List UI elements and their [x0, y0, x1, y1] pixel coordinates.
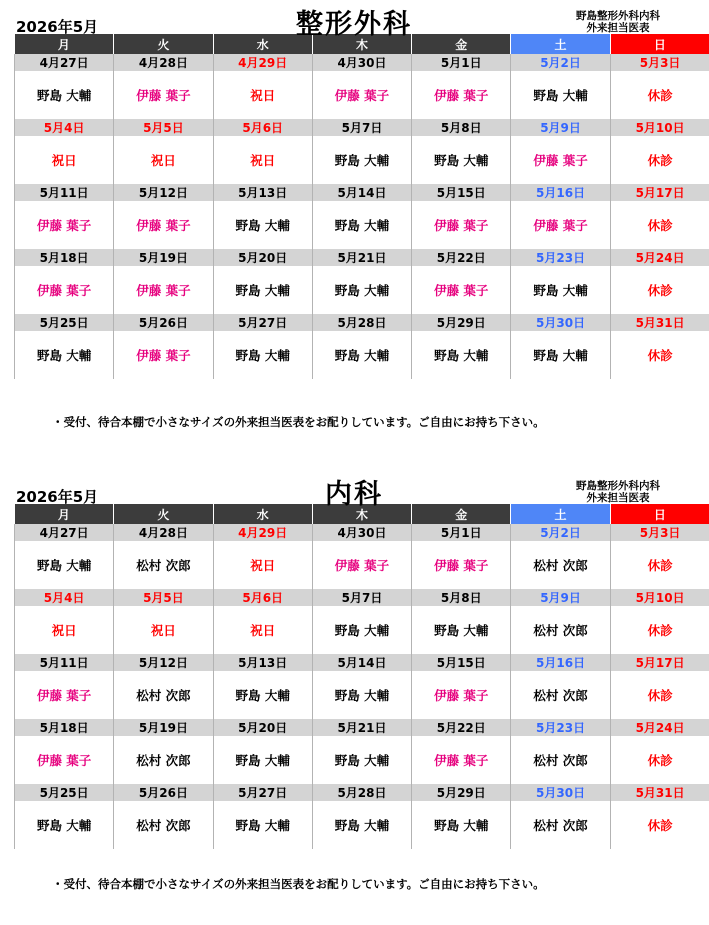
date-cell: 5月12日 — [114, 654, 213, 671]
doctor-cell: 野島 大輔 — [213, 201, 312, 249]
date-cell: 5月18日 — [15, 249, 114, 266]
doctor-cell: 伊藤 葉子 — [412, 736, 511, 784]
weekday-header: 金 — [412, 34, 511, 54]
doctor-cell: 野島 大輔 — [511, 266, 610, 314]
doctor-cell: 松村 次郎 — [114, 541, 213, 589]
doctor-cell: 伊藤 葉子 — [15, 671, 114, 719]
schedule-table — [14, 504, 709, 849]
doctor-cell: 休診 — [610, 136, 709, 184]
date-cell: 5月10日 — [610, 589, 709, 606]
date-cell: 5月30日 — [511, 784, 610, 801]
date-cell: 5月28日 — [312, 314, 411, 331]
doctor-cell: 野島 大輔 — [312, 331, 411, 379]
date-cell: 5月20日 — [213, 249, 312, 266]
date-cell: 5月4日 — [15, 589, 114, 606]
date-cell: 5月27日 — [213, 314, 312, 331]
weekday-header: 水 — [213, 504, 312, 524]
date-cell: 5月17日 — [610, 654, 709, 671]
date-row — [15, 589, 709, 606]
doctor-cell: 休診 — [610, 606, 709, 654]
date-cell: 5月6日 — [213, 589, 312, 606]
date-cell: 5月3日 — [610, 524, 709, 541]
date-cell: 5月25日 — [15, 314, 114, 331]
date-cell: 5月20日 — [213, 719, 312, 736]
date-cell: 4月27日 — [15, 54, 114, 71]
date-cell: 5月26日 — [114, 314, 213, 331]
section-header — [14, 476, 709, 510]
schedule-section-internal-medicine — [14, 476, 709, 849]
date-cell: 5月13日 — [213, 184, 312, 201]
date-cell: 5月11日 — [15, 654, 114, 671]
doctor-cell: 祝日 — [213, 136, 312, 184]
date-cell: 5月1日 — [412, 524, 511, 541]
doctor-cell: 野島 大輔 — [213, 801, 312, 849]
doctor-cell: 野島 大輔 — [312, 266, 411, 314]
doctor-cell: 伊藤 葉子 — [114, 266, 213, 314]
date-cell: 4月30日 — [312, 54, 411, 71]
doctor-cell: 休診 — [610, 671, 709, 719]
doctor-cell: 休診 — [610, 331, 709, 379]
year-month: 2026年5月 — [16, 488, 99, 506]
doctor-cell: 伊藤 葉子 — [511, 201, 610, 249]
date-cell: 5月14日 — [312, 654, 411, 671]
doctor-cell: 伊藤 葉子 — [312, 541, 411, 589]
date-cell: 5月8日 — [412, 119, 511, 136]
date-cell: 5月29日 — [412, 784, 511, 801]
date-cell: 5月16日 — [511, 654, 610, 671]
doctor-cell: 休診 — [610, 736, 709, 784]
doctor-row — [15, 136, 709, 184]
section-header — [14, 6, 709, 40]
doctor-cell: 松村 次郎 — [511, 606, 610, 654]
doctor-cell: 祝日 — [114, 136, 213, 184]
date-cell: 5月24日 — [610, 249, 709, 266]
doctor-cell: 野島 大輔 — [312, 801, 411, 849]
weekday-header: 月 — [15, 34, 114, 54]
date-cell: 5月16日 — [511, 184, 610, 201]
doctor-cell: 伊藤 葉子 — [15, 266, 114, 314]
doctor-row — [15, 736, 709, 784]
schedule-table — [14, 34, 709, 379]
date-row — [15, 524, 709, 541]
date-cell: 5月3日 — [610, 54, 709, 71]
date-cell: 5月7日 — [312, 589, 411, 606]
date-cell: 5月19日 — [114, 249, 213, 266]
date-cell: 4月28日 — [114, 54, 213, 71]
doctor-row — [15, 541, 709, 589]
doctor-cell: 野島 大輔 — [213, 266, 312, 314]
doctor-cell: 休診 — [610, 801, 709, 849]
doctor-cell: 伊藤 葉子 — [312, 71, 411, 119]
date-cell: 5月15日 — [412, 184, 511, 201]
schedule-section-orthopedics — [14, 6, 709, 379]
doctor-cell: 野島 大輔 — [312, 201, 411, 249]
date-row — [15, 54, 709, 71]
date-cell: 5月23日 — [511, 719, 610, 736]
doctor-cell: 伊藤 葉子 — [412, 541, 511, 589]
date-cell: 5月15日 — [412, 654, 511, 671]
doctor-cell: 休診 — [610, 541, 709, 589]
date-row — [15, 249, 709, 266]
doctor-cell: 松村 次郎 — [114, 736, 213, 784]
date-cell: 5月22日 — [412, 249, 511, 266]
date-cell: 5月31日 — [610, 314, 709, 331]
doctor-cell: 伊藤 葉子 — [114, 201, 213, 249]
date-cell: 5月11日 — [15, 184, 114, 201]
doctor-cell: 祝日 — [114, 606, 213, 654]
doctor-cell: 野島 大輔 — [312, 606, 411, 654]
doctor-row — [15, 71, 709, 119]
date-cell: 5月24日 — [610, 719, 709, 736]
date-cell: 5月5日 — [114, 589, 213, 606]
clinic-name: 野島整形外科内科 — [576, 10, 660, 22]
doctor-cell: 伊藤 葉子 — [114, 331, 213, 379]
doctor-cell: 祝日 — [213, 606, 312, 654]
doctor-row — [15, 266, 709, 314]
date-cell: 4月27日 — [15, 524, 114, 541]
date-cell: 5月25日 — [15, 784, 114, 801]
doctor-cell: 野島 大輔 — [412, 606, 511, 654]
weekday-header: 月 — [15, 504, 114, 524]
doctor-cell: 松村 次郎 — [114, 671, 213, 719]
date-cell: 5月10日 — [610, 119, 709, 136]
date-cell: 5月4日 — [15, 119, 114, 136]
date-row — [15, 119, 709, 136]
weekday-header: 金 — [412, 504, 511, 524]
date-cell: 5月8日 — [412, 589, 511, 606]
date-cell: 5月18日 — [15, 719, 114, 736]
doctor-cell: 祝日 — [15, 606, 114, 654]
date-cell: 5月5日 — [114, 119, 213, 136]
clinic-label — [548, 10, 688, 34]
date-row — [15, 654, 709, 671]
date-cell: 5月28日 — [312, 784, 411, 801]
doctor-cell: 松村 次郎 — [114, 801, 213, 849]
date-cell: 5月21日 — [312, 719, 411, 736]
doctor-row — [15, 606, 709, 654]
doctor-cell: 野島 大輔 — [412, 136, 511, 184]
date-cell: 5月23日 — [511, 249, 610, 266]
date-cell: 5月2日 — [511, 54, 610, 71]
date-row — [15, 314, 709, 331]
weekday-header: 土 — [511, 504, 610, 524]
date-cell: 4月29日 — [213, 54, 312, 71]
doctor-cell: 伊藤 葉子 — [15, 201, 114, 249]
doctor-cell: 伊藤 葉子 — [114, 71, 213, 119]
doctor-cell: 伊藤 葉子 — [412, 266, 511, 314]
date-cell: 5月7日 — [312, 119, 411, 136]
doctor-cell: 野島 大輔 — [312, 736, 411, 784]
weekday-header: 火 — [114, 504, 213, 524]
doctor-cell: 野島 大輔 — [15, 331, 114, 379]
date-row — [15, 784, 709, 801]
weekday-header: 火 — [114, 34, 213, 54]
doctor-cell: 野島 大輔 — [15, 541, 114, 589]
date-row — [15, 184, 709, 201]
date-cell: 5月12日 — [114, 184, 213, 201]
date-cell: 5月29日 — [412, 314, 511, 331]
doctor-cell: 休診 — [610, 201, 709, 249]
handout-note: ・受付、待合本棚で小さなサイズの外来担当医表をお配りしています。ご自由にお持ち下さい。 — [52, 877, 545, 891]
clinic-label — [548, 480, 688, 504]
weekday-header: 木 — [312, 34, 411, 54]
date-cell: 4月29日 — [213, 524, 312, 541]
doctor-cell: 祝日 — [213, 71, 312, 119]
doctor-cell: 祝日 — [213, 541, 312, 589]
date-cell: 5月19日 — [114, 719, 213, 736]
doctor-cell: 伊藤 葉子 — [412, 201, 511, 249]
doctor-cell: 休診 — [610, 71, 709, 119]
doctor-cell: 野島 大輔 — [312, 136, 411, 184]
doctor-cell: 伊藤 葉子 — [511, 136, 610, 184]
date-cell: 5月30日 — [511, 314, 610, 331]
clinic-subtitle: 外来担当医表 — [586, 22, 650, 34]
department-title: 整形外科 — [296, 9, 412, 40]
doctor-cell: 野島 大輔 — [312, 671, 411, 719]
doctor-cell: 野島 大輔 — [511, 331, 610, 379]
doctor-cell: 野島 大輔 — [213, 736, 312, 784]
date-cell: 5月1日 — [412, 54, 511, 71]
doctor-cell: 伊藤 葉子 — [412, 71, 511, 119]
doctor-cell: 野島 大輔 — [511, 71, 610, 119]
date-cell: 5月2日 — [511, 524, 610, 541]
doctor-cell: 伊藤 葉子 — [412, 671, 511, 719]
doctor-cell: 伊藤 葉子 — [15, 736, 114, 784]
doctor-cell: 松村 次郎 — [511, 671, 610, 719]
date-cell: 5月17日 — [610, 184, 709, 201]
weekday-header: 木 — [312, 504, 411, 524]
clinic-subtitle: 外来担当医表 — [586, 492, 650, 504]
doctor-cell: 野島 大輔 — [15, 71, 114, 119]
date-cell: 5月13日 — [213, 654, 312, 671]
doctor-row — [15, 801, 709, 849]
date-cell: 5月27日 — [213, 784, 312, 801]
doctor-cell: 野島 大輔 — [412, 801, 511, 849]
handout-note: ・受付、待合本棚で小さなサイズの外来担当医表をお配りしています。ご自由にお持ち下さい。 — [52, 415, 545, 429]
date-cell: 5月9日 — [511, 589, 610, 606]
doctor-cell: 松村 次郎 — [511, 801, 610, 849]
doctor-cell: 野島 大輔 — [412, 331, 511, 379]
date-cell: 5月26日 — [114, 784, 213, 801]
date-cell: 5月9日 — [511, 119, 610, 136]
department-title: 内科 — [325, 479, 383, 510]
doctor-cell: 野島 大輔 — [213, 331, 312, 379]
doctor-cell: 松村 次郎 — [511, 541, 610, 589]
date-cell: 5月31日 — [610, 784, 709, 801]
year-month: 2026年5月 — [16, 18, 99, 36]
doctor-cell: 野島 大輔 — [213, 671, 312, 719]
date-cell: 5月22日 — [412, 719, 511, 736]
doctor-cell: 松村 次郎 — [511, 736, 610, 784]
weekday-header: 日 — [610, 504, 709, 524]
doctor-row — [15, 331, 709, 379]
weekday-header: 水 — [213, 34, 312, 54]
doctor-cell: 野島 大輔 — [15, 801, 114, 849]
weekday-header: 土 — [511, 34, 610, 54]
date-cell: 5月6日 — [213, 119, 312, 136]
doctor-row — [15, 671, 709, 719]
date-cell: 4月28日 — [114, 524, 213, 541]
doctor-cell: 祝日 — [15, 136, 114, 184]
date-cell: 5月14日 — [312, 184, 411, 201]
clinic-name: 野島整形外科内科 — [576, 480, 660, 492]
weekday-header: 日 — [610, 34, 709, 54]
date-cell: 5月21日 — [312, 249, 411, 266]
date-row — [15, 719, 709, 736]
doctor-row — [15, 201, 709, 249]
doctor-cell: 休診 — [610, 266, 709, 314]
date-cell: 4月30日 — [312, 524, 411, 541]
